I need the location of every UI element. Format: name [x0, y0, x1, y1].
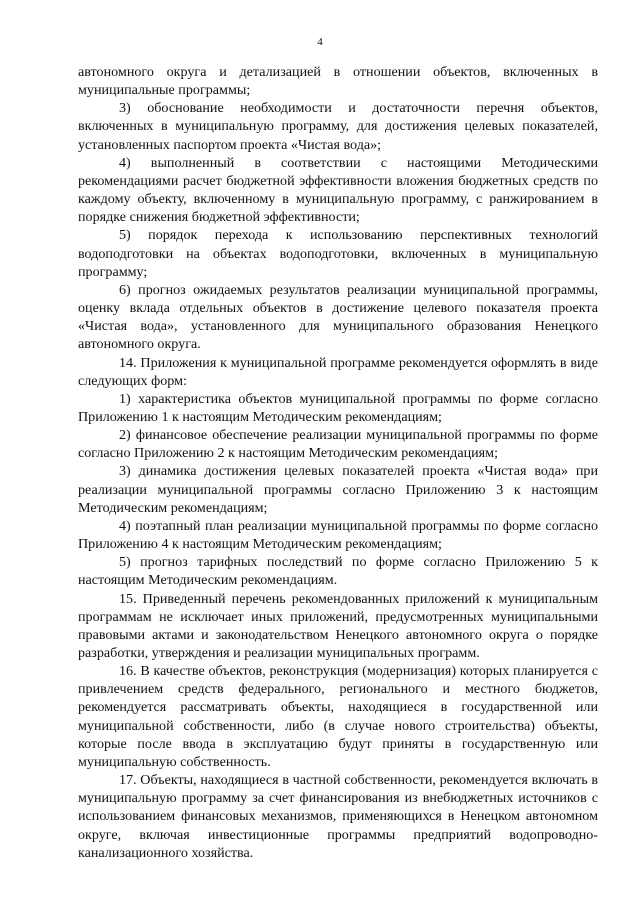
paragraph-item-5: 5) порядок перехода к использованию перспективных технологий водоподготовки на объектах водоподготовки, включенных в муниципальную программу; [78, 227, 598, 280]
paragraph-continuation: автономного округа и детализацией в отношении объектов, включенных в муниципальные программы; [78, 64, 598, 99]
paragraph-section-14: 14. Приложения к муниципальной программе рекомендуется оформлять в виде следующих форм: [78, 354, 598, 389]
paragraph-14-item-4: 4) поэтапный план реализации муниципальной программы по форме согласно Приложению 4 к настоящим Методическим рекомендациям; [78, 517, 598, 553]
paragraph-14-item-1: 1) характеристика объектов муниципальной программы по форме согласно Приложению 1 к настоящим Методическим рекомендациям; [78, 390, 598, 425]
page-number: 4 [317, 36, 323, 48]
paragraph-14-item-3: 3) динамика достижения целевых показателей проекта «Чистая вода» при реализации муниципальной программы согласно Приложению 3 к настоящим Методическим рекомендациям; [78, 463, 598, 516]
document-body [78, 63, 598, 862]
paragraph-item-3: 3) обоснование необходимости и достаточности перечня объектов, включенных в муниципальную программу, для достижения целевых показателей, установленных паспортом проекта «Чистая вода»; [78, 100, 598, 153]
paragraph-item-6: 6) прогноз ожидаемых результатов реализации муниципальной программы, оценку вклада отдельных объектов в достижение целевого показателя проекта «Чистая вода», установленного для муниципального образования Ненецкого автономного округа. [78, 281, 598, 353]
paragraph-section-16: 16. В качестве объектов, реконструкция (модернизация) которых планируется с привлечением средств федерального, регионального и местного бюджетов, рекомендуется рассматривать объекты, находящиеся в государственной или муниципальной собственности, либо (в случае нового строительства) объекты, которые после ввода в эксплуатацию будут приняты в государственную или муниципальную собственность. [78, 663, 598, 770]
paragraph-14-item-5: 5) прогноз тарифных последствий по форме согласно Приложению 5 к настоящим Методическим рекомендациям. [78, 554, 598, 589]
paragraph-section-17: 17. Объекты, находящиеся в частной собственности, рекомендуется включать в муниципальную программу за счет финансирования из внебюджетных источников с использованием финансовых механизмов, применяющихся в Ненецком автономном округе, включая инвестиционные программы предприятий водопроводно-канализационного хозяйства. [78, 772, 598, 861]
paragraph-14-item-2: 2) финансовое обеспечение реализации муниципальной программы по форме согласно Приложению 2 к настоящим Методическим рекомендациям; [78, 427, 598, 462]
paragraph-item-4: 4) выполненный в соответствии с настоящими Методическими рекомендациями расчет бюджетной эффективности вложения бюджетных средств по каждому объекту, включенному в муниципальную программу, с ранжированием в порядке снижения бюджетной эффективности; [78, 154, 598, 226]
paragraph-section-15: 15. Приведенный перечень рекомендованных приложений к муниципальным программам не исключает иных приложений, предусмотренных муниципальными правовыми актами и законодательством Ненецкого автономного округа о порядке разработки, утверждения и реализации муниципальных программ. [78, 590, 598, 661]
